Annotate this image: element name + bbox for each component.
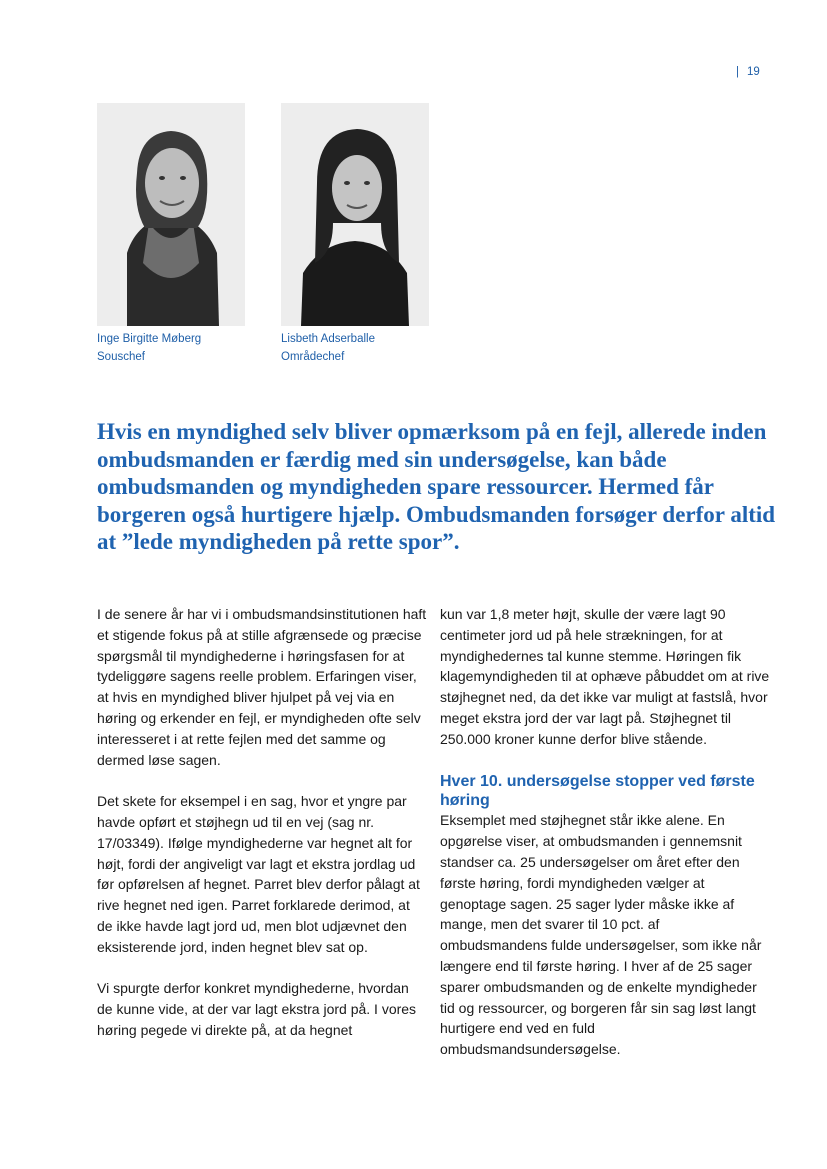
caption-inge — [97, 330, 201, 366]
person-title: Områdechef — [281, 351, 345, 363]
pull-quote: Hvis en myndighed selv bliver opmærksom på en fejl, allerede inden ombudsmanden er færdig med sin undersøgelse, kan både ombudsmanden og myndigheden spare ressourcer. Hermed får borgeren også hurtigere hjælp. Ombudsmanden forsøger derfor altid at ”lede myndigheden på rette spor”. — [97, 419, 776, 554]
paragraph: I de senere år har vi i ombudsmandsinstitutionen haft et stigende fokus på at stille afgrænsede og præcise spørgsmål til myndighederne i høringsfasen for at tydeliggøre sagens reelle problem. Erfaringen viser, at hvis en myndighed bliver hjulpet på vej via en høring og erkender en fejl, er myndigheden ofte selv interesseret i at rette fejlen med det samme og dermed løse sagen. — [97, 606, 427, 768]
page-number-value: 19 — [747, 66, 760, 78]
portrait-photo-lisbeth — [281, 103, 429, 326]
person-name: Lisbeth Adserballe — [281, 333, 375, 345]
right-column — [440, 604, 770, 1060]
portrait-photo-icon — [97, 103, 245, 326]
caption-lisbeth — [281, 330, 375, 366]
paragraph: Eksemplet med støjhegnet står ikke alene. En opgørelse viser, at ombudsmanden i gennemsnit standser ca. 25 undersøgelser om året efter den første høring, fordi myndigheden vælger at genoptage sagen. 25 sager lyder måske ikke af mange, men det svarer til 10 pct. af ombudsmandens fulde undersøgelser, som ikke når længere end til første høring. I hver af de 25 sager sparer ombudsmanden og de enkelte myndigheder tid og ressourcer, og borgeren får sin sag løst langt hurtigere end ved en fuld ombudsmandsundersøgelse. — [440, 812, 762, 1058]
portrait-photo-icon — [281, 103, 429, 326]
section-subheading: Hver 10. undersøgelse stopper ved første høring — [440, 773, 755, 810]
left-column — [97, 604, 427, 1041]
paragraph: Vi spurgte derfor konkret myndighederne, hvordan de kunne vide, at der var lagt ekstra jord på. I vores høring pegede vi direkte på, at da hegnet — [97, 980, 417, 1038]
person-title: Souschef — [97, 351, 145, 363]
page-number-separator: | — [736, 66, 739, 78]
page-number — [736, 66, 760, 78]
paragraph: Det skete for eksempel i en sag, hvor et yngre par havde opført et støjhegn ud til en vej (sag nr. 17/03349). Ifølge myndighederne var hegnet alt for højt, fordi der angiveligt var lagt et ekstra jordlag ud før opførelsen af hegnet. Parret blev derfor pålagt at rive hegnet ned igen. Parret forklarede derimod, at de ikke havde lagt jord ud, men blot udjævnet den eksisterende jord, inden hegnet blev sat op. — [97, 793, 420, 955]
person-name: Inge Birgitte Møberg — [97, 333, 202, 345]
portrait-photo-inge — [97, 103, 245, 326]
paragraph: kun var 1,8 meter højt, skulle der være lagt 90 centimeter jord ud på hele strækningen, for at myndighedernes tal kunne stemme. Høringen fik klagemyndigheden til at ophæve påbuddet om at rive støjhegnet ned, da det ikke var muligt at fastslå, hvor meget ekstra jord der var lagt på. Støjhegnet til 250.000 kroner kunne derfor blive stående. — [440, 606, 770, 747]
